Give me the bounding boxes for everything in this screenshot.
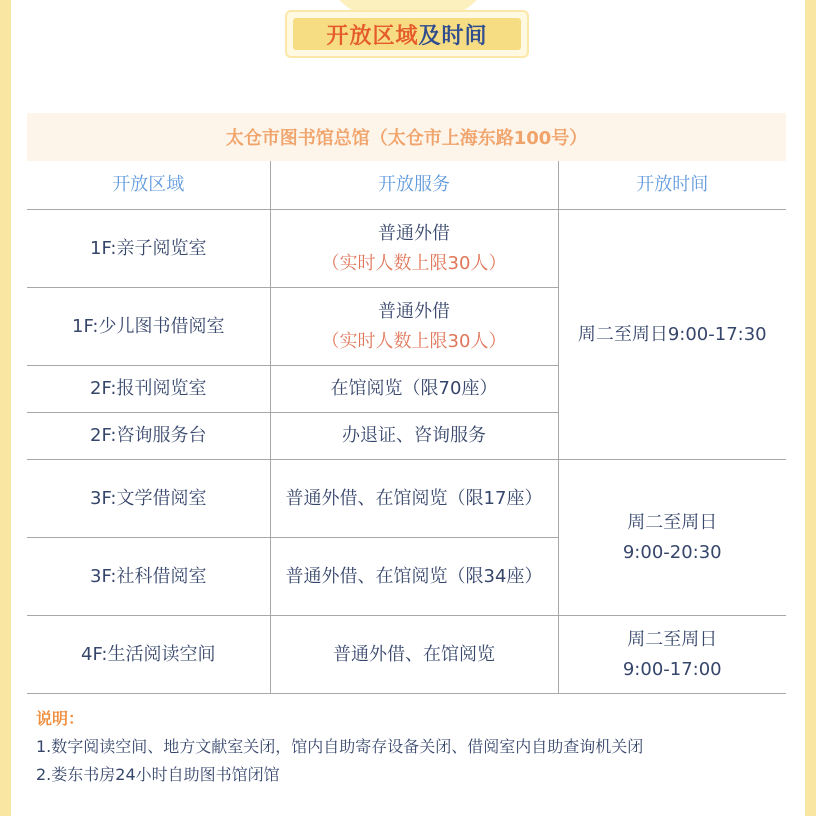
header-area: 开放区域 xyxy=(27,161,270,210)
area-cell: 3F:社科借阅室 xyxy=(27,538,270,616)
section-title xyxy=(293,18,521,50)
notes-item: 1.数字阅读空间、地方文献室关闭，馆内自助寄存设备关闭、借阅室内自助查询机关闭 xyxy=(36,737,644,756)
capacity-note: （实时人数上限30人） xyxy=(321,330,507,352)
hours-cell: 周二至周日9:00-17:30 xyxy=(558,210,786,460)
hours-days: 周二至周日 xyxy=(627,628,718,650)
area-cell: 4F:生活阅读空间 xyxy=(27,616,270,694)
right-border xyxy=(805,0,816,816)
hours-cell xyxy=(558,616,786,694)
schedule-table xyxy=(27,161,786,694)
service-cell: 普通外借、在馆阅览 xyxy=(270,616,558,694)
venue-name: 太仓市图书馆总馆（太仓市上海东路100号） xyxy=(27,113,786,161)
service-cell xyxy=(270,288,558,366)
service-cell: 普通外借、在馆阅览（限34座） xyxy=(270,538,558,616)
table-header-row xyxy=(27,161,786,210)
table-row xyxy=(27,616,786,694)
section-title-part2: 及时间 xyxy=(418,23,488,49)
area-cell: 1F:少儿图书借阅室 xyxy=(27,288,270,366)
left-border xyxy=(0,0,11,816)
notes-section xyxy=(36,705,796,789)
service-text: 普通外借 xyxy=(378,300,450,322)
notes-item: 2.娄东书房24小时自助图书馆闭馆 xyxy=(36,765,280,784)
section-title-part1: 开放区域 xyxy=(326,23,419,49)
area-cell: 2F:报刊阅览室 xyxy=(27,366,270,413)
service-text: 普通外借 xyxy=(378,222,450,244)
hours-cell xyxy=(558,460,786,616)
header-service: 开放服务 xyxy=(270,161,558,210)
area-cell: 3F:文学借阅室 xyxy=(27,460,270,538)
service-cell: 办退证、咨询服务 xyxy=(270,413,558,460)
service-cell: 普通外借、在馆阅览（限17座） xyxy=(270,460,558,538)
section-title-badge xyxy=(285,10,529,58)
service-cell: 在馆阅览（限70座） xyxy=(270,366,558,413)
hours-time: 9:00-20:30 xyxy=(622,541,722,563)
header-hours: 开放时间 xyxy=(558,161,786,210)
table-row xyxy=(27,210,786,288)
notes-title: 说明： xyxy=(36,709,85,728)
hours-days: 周二至周日 xyxy=(627,511,718,533)
service-cell xyxy=(270,210,558,288)
area-cell: 2F:咨询服务台 xyxy=(27,413,270,460)
capacity-note: （实时人数上限30人） xyxy=(321,252,507,274)
area-cell: 1F:亲子阅览室 xyxy=(27,210,270,288)
hours-time: 9:00-17:00 xyxy=(622,658,722,680)
table-row xyxy=(27,460,786,538)
